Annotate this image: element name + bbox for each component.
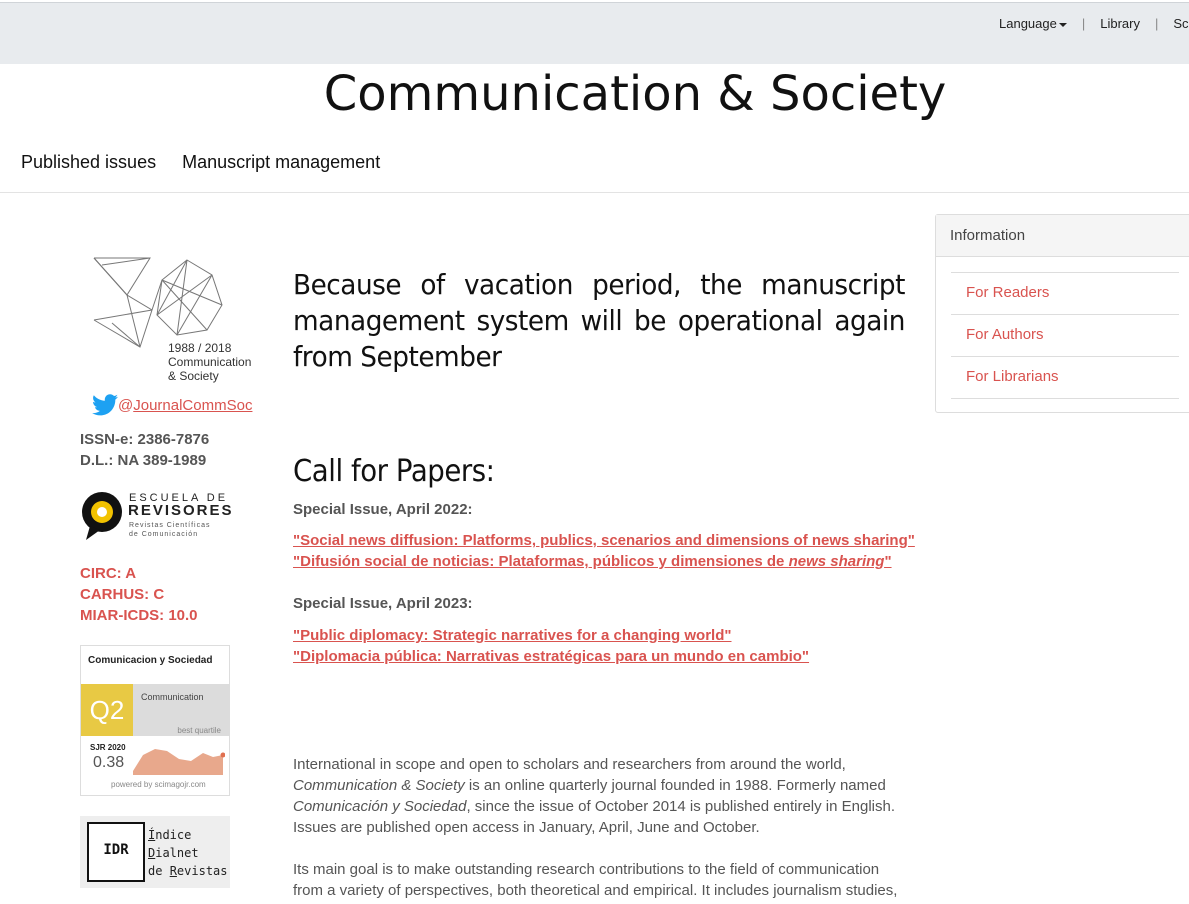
index-circ: CIRC: A: [80, 565, 137, 582]
nav-divider: [0, 192, 1189, 193]
library-link[interactable]: Library: [1100, 16, 1140, 31]
logo-name-line2: & Society: [168, 369, 219, 383]
call-for-papers-heading: Call for Papers:: [293, 454, 495, 489]
journal-meta: [80, 429, 209, 471]
sjr-journal-title: Comunicacion y Sociedad: [88, 655, 213, 666]
idr-l3-initial: R: [169, 864, 177, 878]
language-label: Language: [999, 16, 1057, 31]
twitter-handle[interactable]: JournalCommSoc: [133, 396, 253, 414]
idr-l1-initial: Í: [148, 828, 156, 842]
issn: ISSN-e: 2386-7876: [80, 431, 210, 448]
para1-line2: is an online quarterly journal founded in 1988. Formerly named: [464, 777, 886, 794]
sjr-sparkline: [133, 741, 225, 777]
idr-dialnet-logo[interactable]: [80, 816, 230, 888]
idr-l3-pre: de: [148, 864, 170, 878]
idr-text: [148, 826, 228, 880]
caret-down-icon: [1059, 23, 1067, 27]
para1-journal-name: Communication & Society: [293, 777, 465, 794]
twitter-at: @: [118, 396, 134, 414]
idr-l1-rest: ndice: [155, 828, 192, 842]
top-bar: [0, 2, 1189, 64]
revisores-line4: de Comunicación: [129, 531, 199, 538]
revisores-line2: REVISORES: [128, 502, 234, 519]
main-nav: [21, 152, 380, 173]
sjr-value: 0.38: [93, 754, 125, 771]
sjr-widget[interactable]: [80, 645, 230, 796]
cfp-2023-link-en[interactable]: "Public diplomacy: Strategic narratives for a changing world": [293, 627, 732, 644]
best-quartile-label: best quartile: [177, 726, 221, 735]
para1-former-name: Comunicación y Sociedad: [293, 798, 467, 815]
para1-line4: Issues are published open access in January, April, June and October.: [293, 819, 760, 836]
para2-line1: Its main goal is to make outstanding research contributions to the field of communication: [293, 861, 880, 878]
revisores-mark-icon: [80, 490, 124, 542]
information-list: [951, 272, 1179, 399]
idr-box: IDR: [87, 822, 145, 882]
for-librarians-link[interactable]: For Librarians: [951, 357, 1179, 399]
journal-indexes: [80, 563, 198, 626]
site-title[interactable]: Communication & Society: [323, 66, 947, 122]
cfp-2022-link-es[interactable]: [293, 553, 892, 570]
cfp-2022-es-pre: "Difusión social de noticias: Plataformas, públicos y dimensiones de: [293, 553, 789, 570]
revisores-line1: ESCUELA DE: [129, 492, 229, 504]
about-paragraph-1: [293, 754, 905, 838]
para1-line3: , since the issue of October 2014 is published entirely in English.: [466, 798, 896, 815]
para2-line2: from a variety of perspectives, both theoretical and empirical. It includes journalism studies,: [293, 882, 898, 899]
special-issue-2022-label: Special Issue, April 2022:: [293, 501, 473, 518]
for-authors-link[interactable]: For Authors: [951, 315, 1179, 357]
quartile-badge: Q2: [81, 684, 133, 736]
twitter-link[interactable]: [92, 394, 252, 416]
cfp-2023-link-es[interactable]: "Diplomacia pública: Narrativas estratégicas para un mundo en cambio": [293, 648, 810, 665]
language-dropdown[interactable]: [999, 16, 1067, 31]
nav-manuscript-management[interactable]: Manuscript management: [182, 152, 381, 172]
logo-years: 1988 / 2018: [168, 341, 232, 355]
legal-deposit: D.L.: NA 389-1989: [80, 452, 207, 469]
special-issue-2023-label: Special Issue, April 2023:: [293, 595, 473, 612]
escuela-revisores-logo[interactable]: [80, 489, 234, 544]
information-panel: [935, 214, 1189, 413]
cfp-2022-es-em: news sharing: [788, 553, 885, 570]
para1-line1: International in scope and open to scholars and researchers from around the world,: [293, 756, 846, 773]
vacation-announcement: Because of vacation period, the manuscript management system will be operational again from September: [293, 268, 905, 373]
anniversary-logo-text: [168, 341, 251, 383]
twitter-bird-icon: [92, 394, 118, 416]
separator: |: [1081, 16, 1086, 31]
revisores-line3: Revistas Científicas: [129, 522, 211, 529]
cfp-2022-link-en[interactable]: "Social news diffusion: Platforms, publics, scenarios and dimensions of news sharing": [293, 532, 915, 549]
index-carhus: CARHUS: C: [80, 586, 165, 603]
logo-name-line1: Communication: [168, 355, 252, 369]
truncated-link[interactable]: Sc: [1173, 16, 1189, 31]
for-readers-link[interactable]: For Readers: [951, 273, 1179, 315]
sjr-powered-by: powered by scimagojr.com: [111, 780, 206, 789]
idr-l3-rest: evistas: [176, 864, 228, 878]
information-heading: Information: [936, 215, 1189, 257]
sjr-category: Communication: [141, 692, 204, 702]
idr-l2-rest: ialnet: [155, 846, 199, 860]
cfp-2022-es-post: ": [884, 553, 892, 570]
separator: |: [1154, 16, 1159, 31]
nav-published-issues[interactable]: Published issues: [21, 152, 157, 172]
about-paragraph-2: [293, 859, 905, 901]
index-miar: MIAR-ICDS: 10.0: [80, 607, 198, 624]
top-links: [999, 16, 1189, 31]
sjr-year-label: SJR 2020: [90, 743, 126, 752]
idr-l2-initial: D: [148, 846, 156, 860]
